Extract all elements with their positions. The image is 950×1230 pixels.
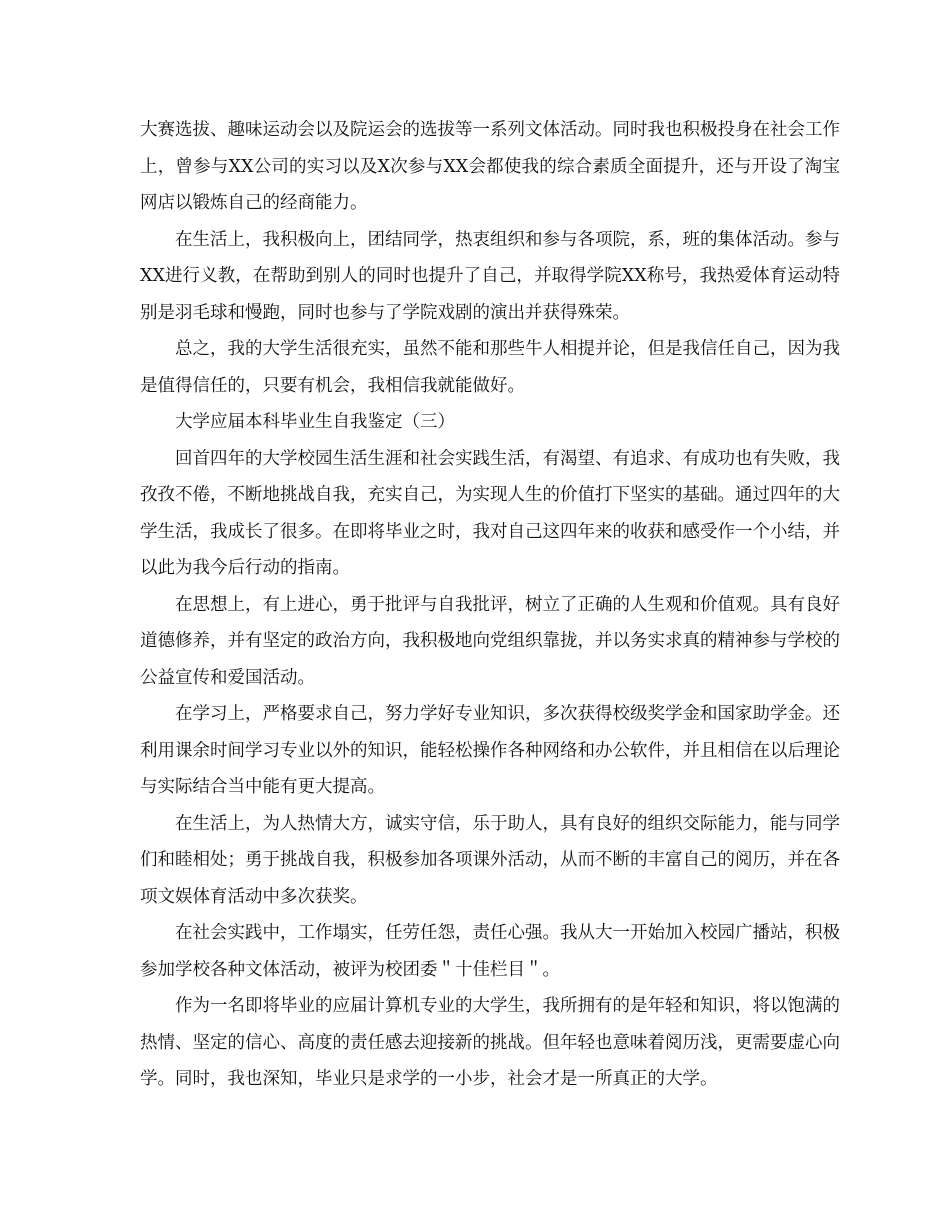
paragraph-thought: 在思想上，有上进心，勇于批评与自我批评，树立了正确的人生观和价值观。具有良好道德修养，并有坚定的政治方向，我积极地向党组织靠拢，并以务实求真的精神参与学校的公益宣传和爱国活动。 xyxy=(140,594,840,688)
paragraph-continuation: 大赛选拔、趣味运动会以及院运会的选拔等一系列文体活动。同时我也积极投身在社会工作上，曾参与XX公司的实习以及X次参与XX会都使我的综合素质全面提升，还与开设了淘宝网店以锻炼自己的经商能力。 xyxy=(140,120,840,213)
paragraph-life-2: 在生活上，为人热情大方，诚实守信，乐于助人，具有良好的组织交际能力，能与同学们和睦相处；勇于挑战自我，积极参加各项课外活动，从而不断的丰富自己的阅历，并在各项文娱体育活动中多次获奖。 xyxy=(140,813,840,907)
paragraph-conclusion: 作为一名即将毕业的应届计算机专业的大学生，我所拥有的是年轻和知识，将以饱满的热情、坚定的信心、高度的责任感去迎接新的挑战。但年轻也意味着阅历浅，更需要虚心向学。同时，我也深知，毕业只是求学的一小步，社会才是一所真正的大学。 xyxy=(140,996,840,1089)
document-body xyxy=(140,112,840,1098)
paragraph-practice: 在社会实践中，工作塌实，任劳任怨，责任心强。我从大一开始加入校园广播站，积极参加学校各种文体活动，被评为校团委＂十佳栏目＂。 xyxy=(140,923,840,980)
paragraph-review: 回首四年的大学校园生活生涯和社会实践生活，有渴望、有追求、有成功也有失败，我孜孜不倦，不断地挑战自我，充实自己，为实现人生的价值打下坚实的基础。通过四年的大学生活，我成长了很多。在即将毕业之时，我对自己这四年来的收获和感受作一个小结，并以此为我今后行动的指南。 xyxy=(140,448,840,578)
section-heading: 大学应届本科毕业生自我鉴定（三） xyxy=(175,412,455,432)
paragraph-study: 在学习上，严格要求自己，努力学好专业知识，多次获得校级奖学金和国家助学金。还利用课余时间学习专业以外的知识，能轻松操作各种网络和办公软件，并且相信在以后理论与实际结合当中能有更大提高。 xyxy=(140,704,840,797)
paragraph-summary: 总之，我的大学生活很充实，虽然不能和那些牛人相提并论，但是我信任自己，因为我是值得信任的，只要有机会，我相信我就能做好。 xyxy=(140,339,840,396)
paragraph-life: 在生活上，我积极向上，团结同学，热衷组织和参与各项院，系，班的集体活动。参与XX进行义教，在帮助到别人的同时也提升了自己，并取得学院XX称号，我热爱体育运动特别是羽毛球和慢跑，同时也参与了学院戏剧的演出并获得殊荣。 xyxy=(140,229,840,323)
